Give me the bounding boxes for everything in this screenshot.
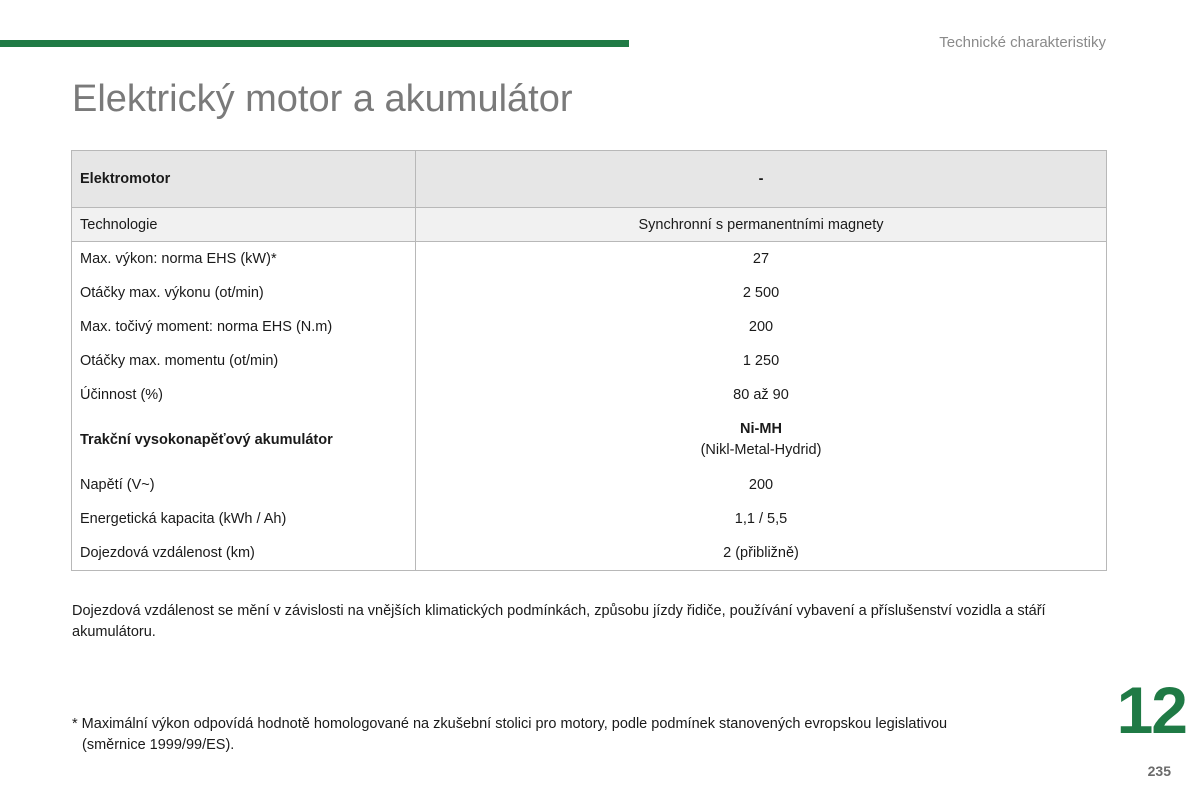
header-value: -: [416, 151, 1107, 208]
page-number: 235: [1147, 763, 1171, 779]
table-row: [72, 242, 1107, 277]
row-value: 2 (přibližně): [723, 545, 799, 561]
battery-value: [416, 412, 1107, 468]
row-label: Max. výkon: norma EHS (kW)*: [72, 242, 416, 277]
row-label: Napětí (V~): [72, 468, 416, 502]
table-row: [72, 344, 1107, 378]
chapter-number: 12: [1116, 673, 1186, 747]
table-row: [72, 310, 1107, 344]
row-value: 80 až 90: [733, 387, 789, 403]
spec-table: [71, 150, 1107, 571]
table-row: [72, 468, 1107, 502]
table-row-battery: [72, 412, 1107, 468]
row-label: Účinnost (%): [72, 378, 416, 412]
header-accent-bar: [0, 40, 629, 47]
table-row: [72, 536, 1107, 571]
footnote: [72, 714, 1072, 756]
battery-type: Ni-MH: [740, 421, 782, 437]
table-row: [72, 378, 1107, 412]
table-header-row: [72, 151, 1107, 208]
row-label: Max. točivý moment: norma EHS (N.m): [72, 310, 416, 344]
row-value: 2 500: [742, 285, 780, 301]
row-label: Otáčky max. momentu (ot/min): [72, 344, 416, 378]
battery-type-full: (Nikl-Metal-Hydrid): [700, 442, 822, 458]
row-label: Technologie: [72, 208, 416, 242]
header-label: Elektromotor: [72, 151, 416, 208]
row-value: 1 250: [742, 353, 780, 369]
row-value: 200: [748, 319, 774, 335]
row-value: 200: [748, 477, 774, 493]
row-label: Dojezdová vzdálenost (km): [72, 536, 416, 571]
section-title: Technické charakteristiky: [939, 34, 1106, 51]
row-label: Otáčky max. výkonu (ot/min): [72, 276, 416, 310]
row-value: 1,1 / 5,5: [734, 511, 788, 527]
footnote-line-1: * Maximální výkon odpovídá hodnotě homologované na zkušební stolici pro motory, podle podmínek stanovených evropskou legislativou: [72, 716, 948, 732]
battery-label: Trakční vysokonapěťový akumulátor: [72, 412, 416, 468]
footnote-line-2: (směrnice 1999/99/ES).: [82, 737, 235, 753]
range-note: Dojezdová vzdálenost se mění v závislosti na vnějších klimatických podmínkách, způsobu jízdy řidiče, používání vybavení a příslušenství vozidla a stáří akumulátoru.: [72, 603, 1046, 640]
table-row: [72, 276, 1107, 310]
row-label: Energetická kapacita (kWh / Ah): [72, 502, 416, 536]
row-value: Synchronní s permanentními magnety: [416, 208, 1107, 242]
table-row: [72, 208, 1107, 242]
table-row: [72, 502, 1107, 536]
row-value: 27: [752, 251, 770, 267]
page-title: Elektrický motor a akumulátor: [72, 78, 573, 120]
